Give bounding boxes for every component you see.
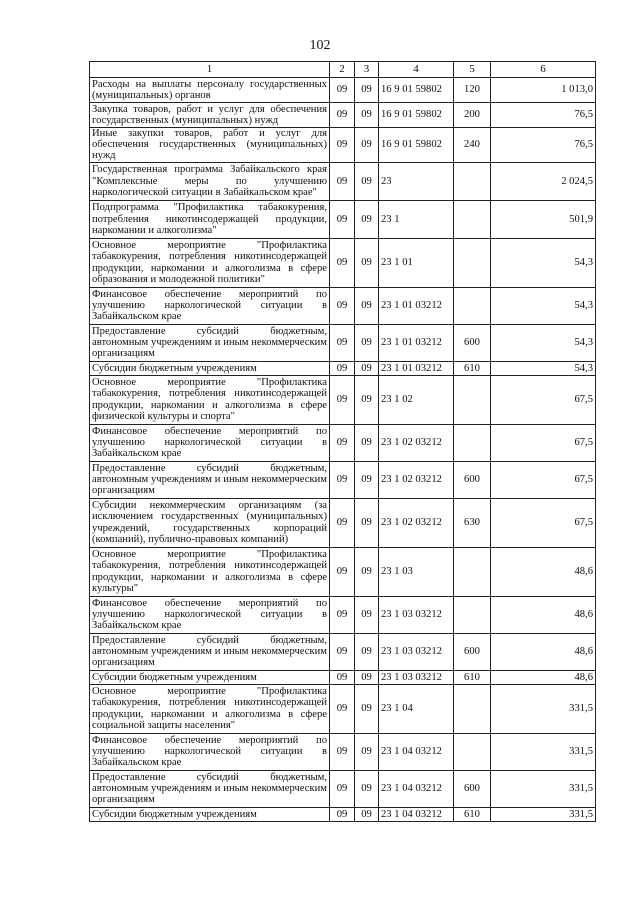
row-amount: 48,6 (491, 547, 596, 596)
header-col-5: 5 (454, 62, 491, 78)
table-row (90, 103, 596, 128)
row-expense-type (454, 200, 491, 238)
row-expense-type (454, 684, 491, 733)
row-name: Закупка товаров, работ и услуг для обеспечения государственных (муниципальных) нужд (90, 103, 330, 128)
row-amount: 67,5 (491, 498, 596, 547)
row-amount: 76,5 (491, 103, 596, 128)
row-section-code: 09 (330, 770, 355, 807)
row-amount: 48,6 (491, 633, 596, 670)
row-target-article: 23 1 01 03212 (379, 324, 454, 361)
row-section-code: 09 (330, 324, 355, 361)
table-row (90, 200, 596, 238)
table-row (90, 547, 596, 596)
row-section-code: 09 (330, 287, 355, 324)
row-section-code: 09 (330, 238, 355, 287)
row-name: Субсидии бюджетным учреждениям (90, 361, 330, 375)
row-target-article: 23 1 03 (379, 547, 454, 596)
header-col-3: 3 (355, 62, 379, 78)
row-amount: 331,5 (491, 770, 596, 807)
row-name: Расходы на выплаты персоналу государственных (муниципальных) органов (90, 78, 330, 103)
row-subsection-code: 09 (355, 547, 379, 596)
table-row (90, 361, 596, 375)
row-section-code: 09 (330, 162, 355, 200)
row-name: Предоставление субсидий бюджетным, автономным учреждениям и иным некоммерческим организациям (90, 633, 330, 670)
row-subsection-code: 09 (355, 498, 379, 547)
row-section-code: 09 (330, 547, 355, 596)
row-target-article: 23 1 02 (379, 375, 454, 424)
row-section-code: 09 (330, 424, 355, 461)
table-row (90, 238, 596, 287)
row-amount: 331,5 (491, 733, 596, 770)
row-expense-type: 610 (454, 361, 491, 375)
row-name: Финансовое обеспечение мероприятий по улучшению наркологической ситуации в Забайкальском крае (90, 596, 330, 633)
row-target-article: 23 1 04 (379, 684, 454, 733)
row-amount: 54,3 (491, 287, 596, 324)
row-amount: 2 024,5 (491, 162, 596, 200)
row-section-code: 09 (330, 461, 355, 498)
row-expense-type: 600 (454, 324, 491, 361)
row-target-article: 23 1 02 03212 (379, 498, 454, 547)
row-subsection-code: 09 (355, 375, 379, 424)
row-expense-type (454, 238, 491, 287)
row-amount: 501,9 (491, 200, 596, 238)
row-amount: 67,5 (491, 461, 596, 498)
row-expense-type: 200 (454, 103, 491, 128)
table-row (90, 596, 596, 633)
row-amount: 331,5 (491, 684, 596, 733)
header-col-1: 1 (90, 62, 330, 78)
row-expense-type: 120 (454, 78, 491, 103)
row-expense-type: 600 (454, 461, 491, 498)
row-expense-type: 240 (454, 128, 491, 163)
row-section-code: 09 (330, 498, 355, 547)
row-expense-type (454, 287, 491, 324)
row-target-article: 23 1 04 03212 (379, 733, 454, 770)
table-row (90, 162, 596, 200)
table-header-row (90, 62, 596, 78)
row-subsection-code: 09 (355, 324, 379, 361)
row-target-article: 23 1 04 03212 (379, 807, 454, 821)
row-name: Финансовое обеспечение мероприятий по улучшению наркологической ситуации в Забайкальском крае (90, 424, 330, 461)
row-name: Подпрограмма "Профилактика табакокурения, потребления никотинсодержащей продукции, наркомании и алкоголизма" (90, 200, 330, 238)
row-target-article: 23 1 (379, 200, 454, 238)
table-row (90, 128, 596, 163)
row-subsection-code: 09 (355, 424, 379, 461)
row-target-article: 16 9 01 59802 (379, 128, 454, 163)
row-subsection-code: 09 (355, 128, 379, 163)
row-expense-type: 630 (454, 498, 491, 547)
row-expense-type (454, 162, 491, 200)
row-name: Основное мероприятие "Профилактика табакокурения, потребления никотинсодержащей продукции, наркомании и алкоголизма в сфере физической культуры и спорта" (90, 375, 330, 424)
table-row (90, 287, 596, 324)
row-target-article: 23 1 04 03212 (379, 770, 454, 807)
row-amount: 54,3 (491, 238, 596, 287)
row-section-code: 09 (330, 733, 355, 770)
row-section-code: 09 (330, 200, 355, 238)
row-expense-type: 610 (454, 670, 491, 684)
header-col-4: 4 (379, 62, 454, 78)
row-name: Основное мероприятие "Профилактика табакокурения, потребления никотинсодержащей продукции, наркомании и алкоголизма в сфере социальной защиты населения" (90, 684, 330, 733)
table-row (90, 78, 596, 103)
row-amount: 67,5 (491, 375, 596, 424)
budget-table (89, 61, 596, 822)
row-amount: 54,3 (491, 361, 596, 375)
row-target-article: 23 1 02 03212 (379, 424, 454, 461)
table-row (90, 424, 596, 461)
row-subsection-code: 09 (355, 684, 379, 733)
row-section-code: 09 (330, 375, 355, 424)
row-expense-type: 600 (454, 633, 491, 670)
row-name: Предоставление субсидий бюджетным, автономным учреждениям и иным некоммерческим организациям (90, 770, 330, 807)
row-target-article: 23 1 01 (379, 238, 454, 287)
row-expense-type (454, 424, 491, 461)
row-subsection-code: 09 (355, 162, 379, 200)
row-amount: 1 013,0 (491, 78, 596, 103)
row-subsection-code: 09 (355, 238, 379, 287)
row-section-code: 09 (330, 670, 355, 684)
row-subsection-code: 09 (355, 287, 379, 324)
row-expense-type (454, 547, 491, 596)
row-subsection-code: 09 (355, 78, 379, 103)
row-expense-type (454, 733, 491, 770)
row-amount: 54,3 (491, 324, 596, 361)
row-subsection-code: 09 (355, 361, 379, 375)
row-name: Основное мероприятие "Профилактика табакокурения, потребления никотинсодержащей продукции, наркомании и алкоголизма в сфере культуры" (90, 547, 330, 596)
table-row (90, 770, 596, 807)
row-amount: 48,6 (491, 670, 596, 684)
row-section-code: 09 (330, 361, 355, 375)
table-row (90, 633, 596, 670)
table-row (90, 684, 596, 733)
row-section-code: 09 (330, 633, 355, 670)
row-amount: 76,5 (491, 128, 596, 163)
row-name: Предоставление субсидий бюджетным, автономным учреждениям и иным некоммерческим организациям (90, 324, 330, 361)
table-row (90, 498, 596, 547)
table-row (90, 324, 596, 361)
row-section-code: 09 (330, 128, 355, 163)
table-row (90, 375, 596, 424)
header-col-6: 6 (491, 62, 596, 78)
row-name: Финансовое обеспечение мероприятий по улучшению наркологической ситуации в Забайкальском крае (90, 287, 330, 324)
row-name: Субсидии некоммерческим организациям (за исключением государственных (муниципальных) учреждений, государственных корпораций (компаний), публично-правовых компаний) (90, 498, 330, 547)
page-number: 102 (309, 38, 331, 53)
row-target-article: 23 1 03 03212 (379, 633, 454, 670)
header-col-2: 2 (330, 62, 355, 78)
row-subsection-code: 09 (355, 596, 379, 633)
row-target-article: 16 9 01 59802 (379, 103, 454, 128)
row-amount: 48,6 (491, 596, 596, 633)
row-target-article: 23 1 01 03212 (379, 287, 454, 324)
row-expense-type (454, 596, 491, 633)
row-section-code: 09 (330, 103, 355, 128)
table-row (90, 461, 596, 498)
row-subsection-code: 09 (355, 200, 379, 238)
row-amount: 331,5 (491, 807, 596, 821)
row-target-article: 23 1 03 03212 (379, 596, 454, 633)
table-body (90, 78, 596, 822)
row-subsection-code: 09 (355, 733, 379, 770)
row-name: Субсидии бюджетным учреждениям (90, 807, 330, 821)
row-expense-type (454, 375, 491, 424)
row-subsection-code: 09 (355, 807, 379, 821)
row-subsection-code: 09 (355, 461, 379, 498)
row-name: Государственная программа Забайкальского края "Комплексные меры по улучшению наркологической ситуации в Забайкальском крае" (90, 162, 330, 200)
row-section-code: 09 (330, 596, 355, 633)
row-subsection-code: 09 (355, 670, 379, 684)
row-section-code: 09 (330, 78, 355, 103)
row-target-article: 23 1 02 03212 (379, 461, 454, 498)
row-expense-type: 600 (454, 770, 491, 807)
row-name: Предоставление субсидий бюджетным, автономным учреждениям и иным некоммерческим организациям (90, 461, 330, 498)
row-subsection-code: 09 (355, 770, 379, 807)
row-name: Основное мероприятие "Профилактика табакокурения, потребления никотинсодержащей продукции, наркомании и алкоголизма в сфере образования и молодежной политики" (90, 238, 330, 287)
row-subsection-code: 09 (355, 103, 379, 128)
row-section-code: 09 (330, 684, 355, 733)
row-name: Субсидии бюджетным учреждениям (90, 670, 330, 684)
row-subsection-code: 09 (355, 633, 379, 670)
table-row (90, 807, 596, 821)
table-row (90, 670, 596, 684)
row-target-article: 23 (379, 162, 454, 200)
table-row (90, 733, 596, 770)
row-target-article: 23 1 01 03212 (379, 361, 454, 375)
row-expense-type: 610 (454, 807, 491, 821)
row-target-article: 16 9 01 59802 (379, 78, 454, 103)
row-section-code: 09 (330, 807, 355, 821)
row-target-article: 23 1 03 03212 (379, 670, 454, 684)
row-name: Иные закупки товаров, работ и услуг для обеспечения государственных (муниципальных) нужд (90, 128, 330, 163)
row-amount: 67,5 (491, 424, 596, 461)
row-name: Финансовое обеспечение мероприятий по улучшению наркологической ситуации в Забайкальском крае (90, 733, 330, 770)
